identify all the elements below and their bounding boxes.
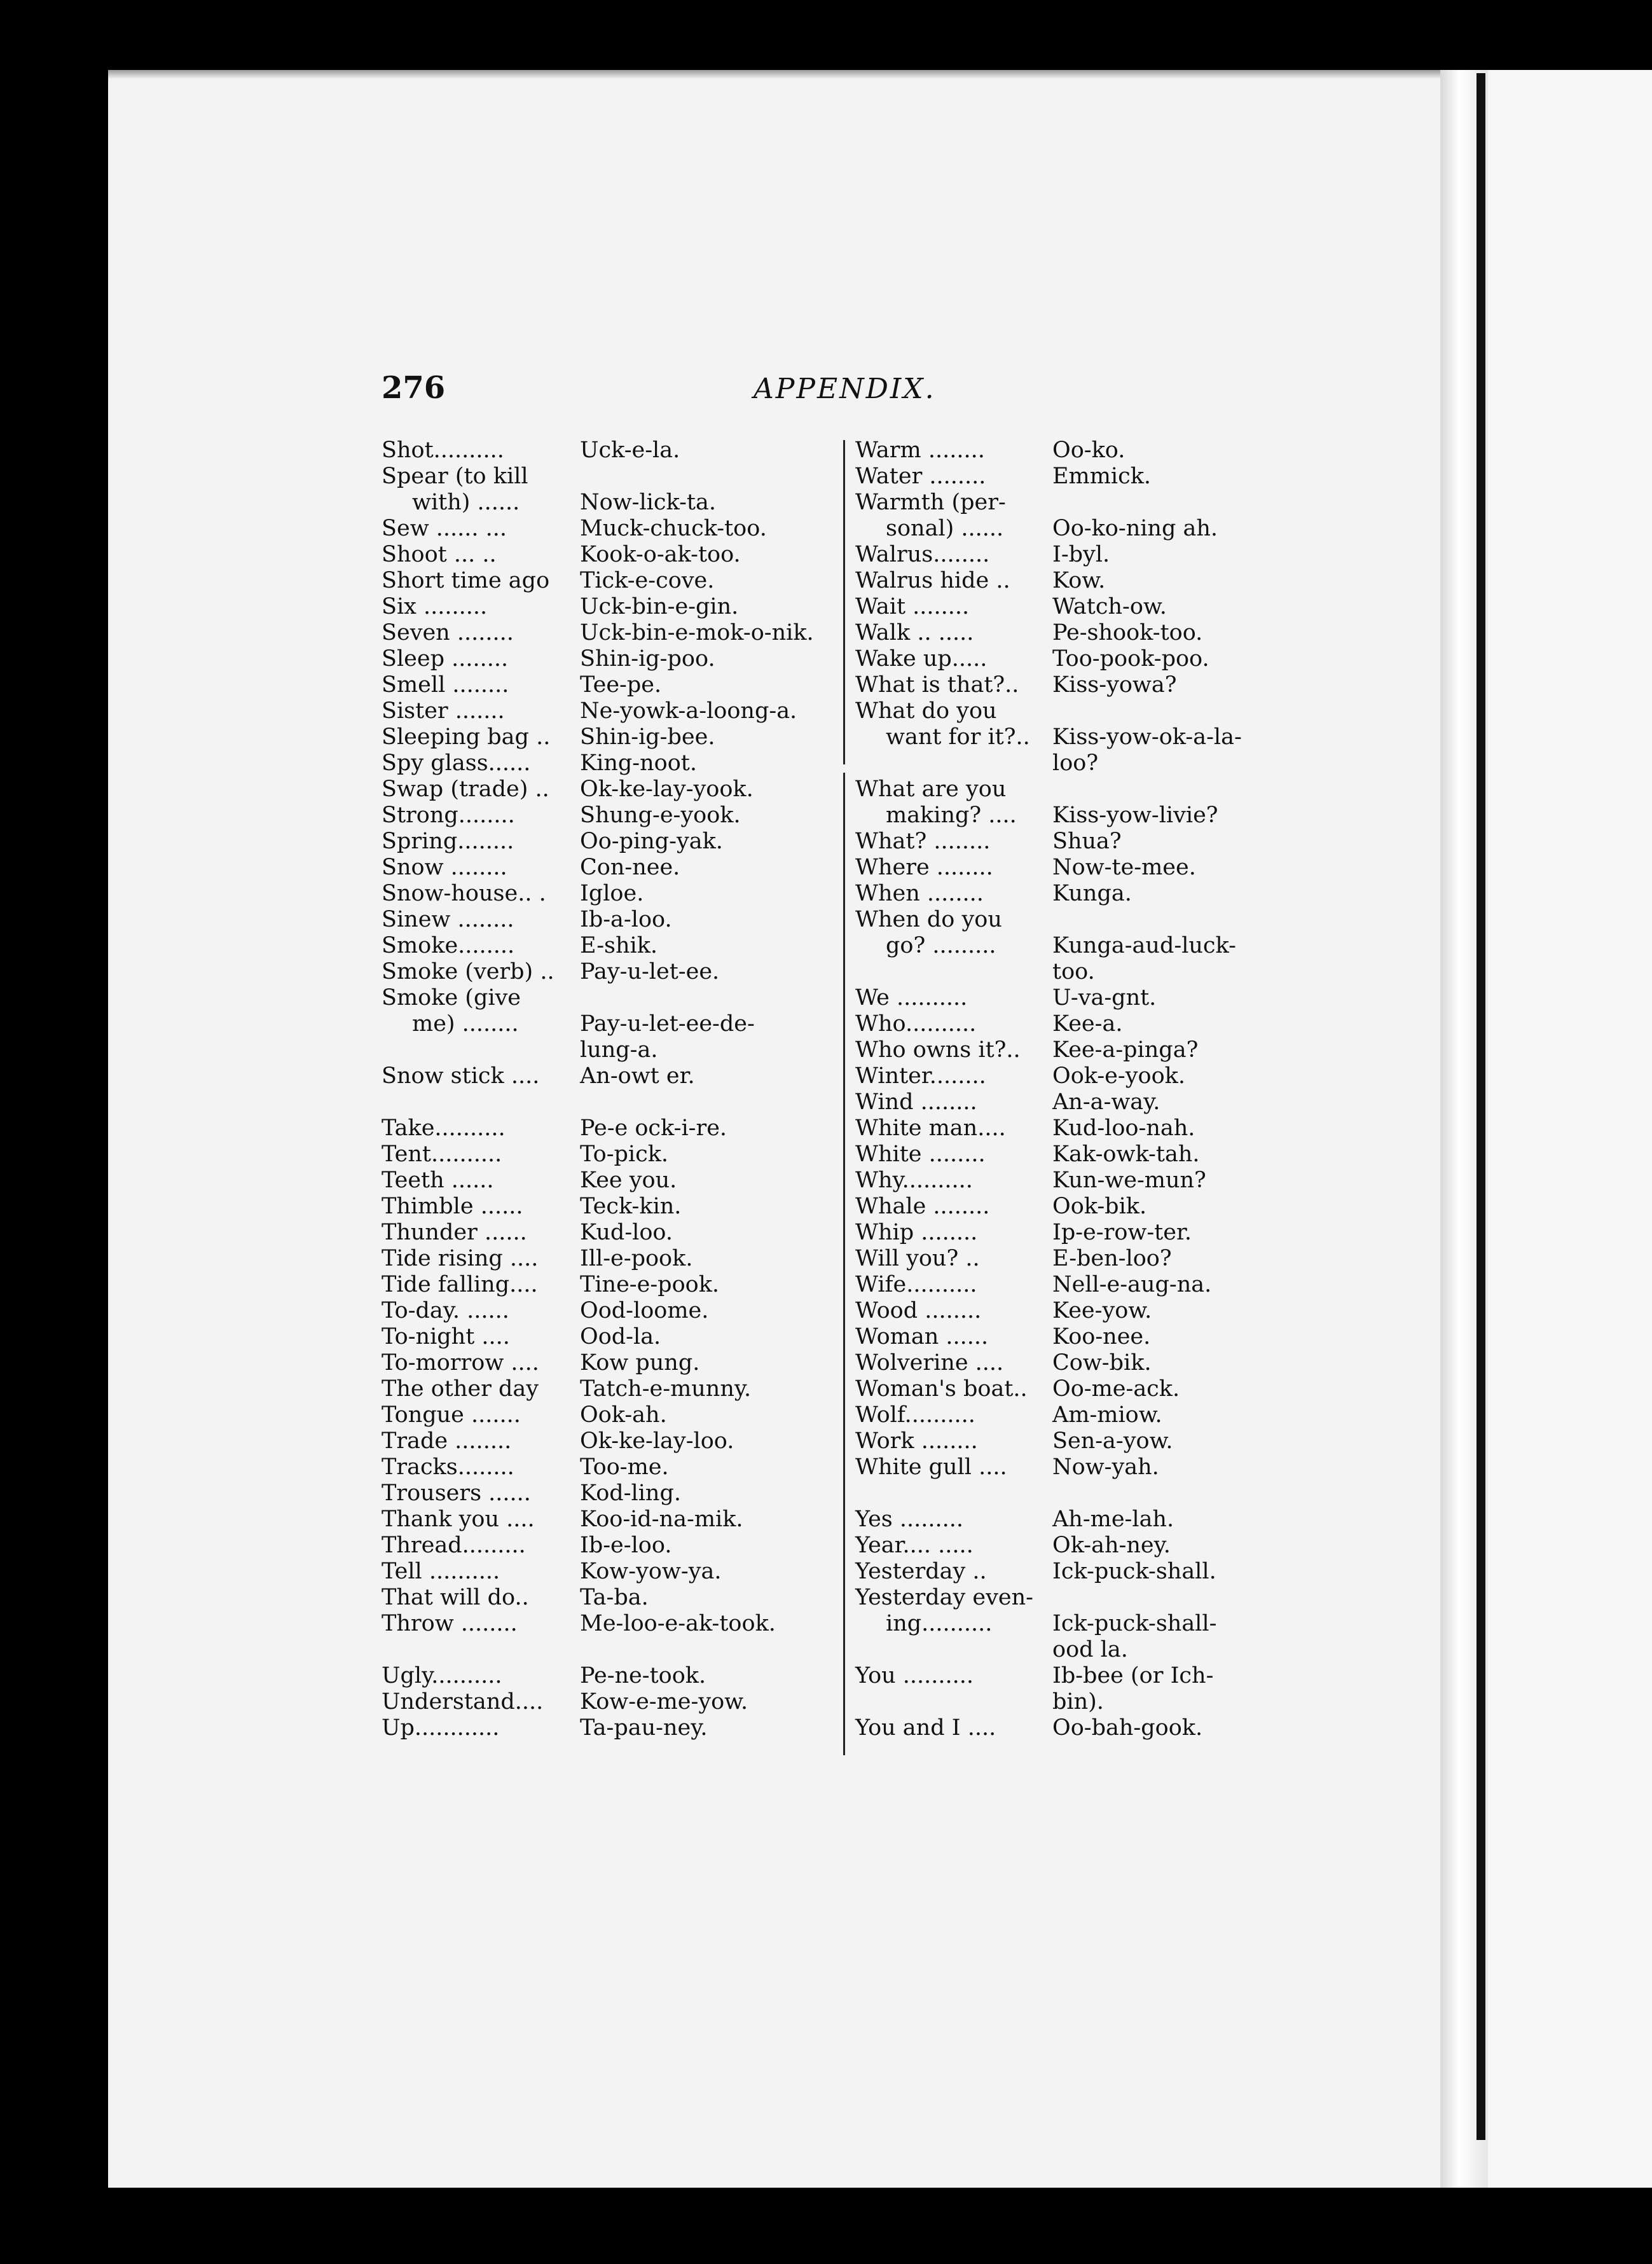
english-term: Shot..........	[382, 438, 504, 463]
eskimo-translation: Tine-e-pook.	[580, 1272, 720, 1297]
eskimo-translation: Teck-kin.	[580, 1194, 682, 1219]
english-term: Warmth (per-	[855, 490, 1006, 515]
english-term: Spring........	[382, 829, 514, 854]
eskimo-translation: To-pick.	[580, 1142, 669, 1167]
english-term: sonal) ......	[886, 516, 1004, 541]
english-term: Sleep ........	[382, 646, 509, 672]
english-term: making? ....	[886, 803, 1017, 828]
english-term: Throw ........	[382, 1611, 518, 1636]
eskimo-translation: Watch-ow.	[1052, 594, 1167, 619]
eskimo-translation: Now-te-mee.	[1052, 855, 1196, 880]
eskimo-translation: Con-nee.	[580, 855, 680, 880]
eskimo-translation: Kow-yow-ya.	[580, 1559, 722, 1584]
english-term: Tide rising ....	[382, 1246, 539, 1271]
english-term: Yesterday even-	[855, 1585, 1033, 1610]
english-term: Sinew ........	[382, 907, 514, 932]
english-term: Sleeping bag ..	[382, 724, 551, 750]
eskimo-translation: Ta-pau-ney.	[580, 1715, 708, 1741]
eskimo-translation: I-byl.	[1052, 542, 1110, 567]
eskimo-translation: Am-miow.	[1052, 1402, 1162, 1428]
eskimo-translation: Oo-bah-gook.	[1052, 1715, 1203, 1741]
eskimo-translation: Ip-e-row-ter.	[1052, 1220, 1192, 1245]
eskimo-translation: Kod-ling.	[580, 1481, 681, 1506]
eskimo-translation: Now-yah.	[1052, 1454, 1159, 1480]
english-term: Snow ........	[382, 855, 507, 880]
eskimo-translation: E-ben-loo?	[1052, 1246, 1172, 1271]
eskimo-translation: Koo-nee.	[1052, 1324, 1151, 1349]
english-term: Thank you ....	[382, 1507, 535, 1532]
eskimo-translation: Too-pook-poo.	[1052, 646, 1209, 672]
english-term: Yesterday ..	[855, 1559, 987, 1584]
english-term: Smoke........	[382, 933, 515, 958]
english-term: Short time ago	[382, 568, 550, 593]
page-top-edge	[108, 70, 1475, 79]
eskimo-translation: Uck-e-la.	[580, 438, 680, 463]
english-term: Wait ........	[855, 594, 970, 619]
english-term: Tent..........	[382, 1142, 502, 1167]
english-term: The other day	[382, 1376, 539, 1402]
page-number: 276	[382, 370, 446, 406]
eskimo-translation: Pe-shook-too.	[1052, 620, 1203, 645]
english-term: Spear (to kill	[382, 464, 528, 489]
english-term: Water ........	[855, 464, 986, 489]
running-head: APPENDIX.	[754, 373, 936, 405]
eskimo-translation: Kud-loo-nah.	[1052, 1115, 1195, 1141]
english-term: You ..........	[855, 1663, 974, 1688]
english-term: White ........	[855, 1142, 986, 1167]
english-term: Wolverine ....	[855, 1350, 1004, 1376]
eskimo-translation: too.	[1052, 959, 1095, 984]
eskimo-translation: Now-lick-ta.	[580, 490, 716, 515]
eskimo-translation: Kow pung.	[580, 1350, 700, 1376]
english-term: Wolf..........	[855, 1402, 975, 1428]
english-term: White gull ....	[855, 1454, 1007, 1480]
english-term: We ..........	[855, 985, 968, 1011]
eskimo-translation: Ok-ke-lay-yook.	[580, 777, 754, 802]
eskimo-translation: Kud-loo.	[580, 1220, 673, 1245]
eskimo-translation: U-va-gnt.	[1052, 985, 1157, 1011]
english-term: Whip ........	[855, 1220, 978, 1245]
spine-gutter-line	[1476, 73, 1485, 2140]
english-term: Year.... .....	[855, 1533, 974, 1558]
eskimo-translation: Emmick.	[1052, 464, 1152, 489]
english-term: Ugly..........	[382, 1663, 502, 1688]
eskimo-translation: Ook-bik.	[1052, 1194, 1147, 1219]
english-term: To-night ....	[382, 1324, 510, 1349]
eskimo-translation: Kak-owk-tah.	[1052, 1142, 1200, 1167]
eskimo-translation: Ok-ah-ney.	[1052, 1533, 1171, 1558]
english-term: Woman's boat..	[855, 1376, 1028, 1402]
english-term: Warm ........	[855, 438, 985, 463]
english-term: Thunder ......	[382, 1220, 527, 1245]
english-term: Snow stick ....	[382, 1063, 540, 1089]
english-term: with) ......	[412, 490, 520, 515]
eskimo-translation: Oo-ko-ning ah.	[1052, 516, 1218, 541]
eskimo-translation: Shua?	[1052, 829, 1122, 854]
english-term: Take..........	[382, 1115, 506, 1141]
english-term: Winter........	[855, 1063, 986, 1089]
eskimo-translation: Oo-me-ack.	[1052, 1376, 1180, 1402]
facing-page-edge	[1488, 70, 1652, 2188]
english-term: Tracks........	[382, 1454, 514, 1480]
english-term: What is that?..	[855, 672, 1019, 698]
english-term: Sew ...... ...	[382, 516, 507, 541]
eskimo-translation: Ah-me-lah.	[1052, 1507, 1174, 1532]
english-term: Sister .......	[382, 698, 505, 724]
eskimo-translation: Tatch-e-munny.	[580, 1376, 752, 1402]
english-term: Where ........	[855, 855, 993, 880]
eskimo-translation: Ook-ah.	[580, 1402, 667, 1428]
english-term: Tell ..........	[382, 1559, 500, 1584]
eskimo-translation: Uck-bin-e-mok-o-nik.	[580, 620, 814, 645]
eskimo-translation: Kiss-yow-livie?	[1052, 803, 1218, 828]
eskimo-translation: Pe-e ock-i-re.	[580, 1115, 727, 1141]
english-term: Six .........	[382, 594, 488, 619]
eskimo-translation: bin).	[1052, 1689, 1104, 1715]
english-term: What are you	[855, 777, 1007, 802]
eskimo-translation: Koo-id-na-mik.	[580, 1507, 743, 1532]
english-term: What? ........	[855, 829, 991, 854]
eskimo-translation: Ood-loome.	[580, 1298, 709, 1323]
eskimo-translation: Ood-la.	[580, 1324, 661, 1349]
eskimo-translation: Kee you.	[580, 1168, 677, 1193]
english-term: Walk .. .....	[855, 620, 974, 645]
eskimo-translation: Uck-bin-e-gin.	[580, 594, 739, 619]
eskimo-translation: Kow.	[1052, 568, 1106, 593]
english-term: When do you	[855, 907, 1002, 932]
eskimo-translation: Shin-ig-poo.	[580, 646, 715, 672]
english-term: Up............	[382, 1715, 500, 1741]
eskimo-translation: E-shik.	[580, 933, 658, 958]
eskimo-translation: Muck-chuck-too.	[580, 516, 767, 541]
eskimo-translation: Kun-we-mun?	[1052, 1168, 1206, 1193]
eskimo-translation: ood la.	[1052, 1637, 1128, 1662]
english-term: Teeth ......	[382, 1168, 494, 1193]
english-term: Whale ........	[855, 1194, 990, 1219]
english-term: Wood ........	[855, 1298, 982, 1323]
english-term: What do you	[855, 698, 997, 724]
eskimo-translation: Shung-e-yook.	[580, 803, 741, 828]
column-rule-lower	[843, 773, 845, 1755]
english-term: Snow-house.. .	[382, 881, 546, 906]
english-term: You and I ....	[855, 1715, 996, 1741]
english-term: Trade ........	[382, 1428, 512, 1454]
english-term: Wife..........	[855, 1272, 977, 1297]
english-term: Walrus........	[855, 542, 990, 567]
english-term: When ........	[855, 881, 984, 906]
english-term: Who owns it?..	[855, 1037, 1021, 1063]
eskimo-translation: Tick-e-cove.	[580, 568, 715, 593]
eskimo-translation: Cow-bik.	[1052, 1350, 1152, 1376]
eskimo-translation: Kee-a.	[1052, 1011, 1123, 1037]
eskimo-translation: Kiss-yowa?	[1052, 672, 1177, 698]
english-term: Yes .........	[855, 1507, 963, 1532]
eskimo-translation: Igloe.	[580, 881, 644, 906]
eskimo-translation: Pay-u-let-ee-de-	[580, 1011, 755, 1037]
eskimo-translation: Tee-pe.	[580, 672, 662, 698]
english-term: Swap (trade) ..	[382, 777, 549, 802]
english-term: Trousers ......	[382, 1481, 531, 1506]
english-term: Work ........	[855, 1428, 978, 1454]
english-term: Smoke (give	[382, 985, 521, 1011]
eskimo-translation: Kunga.	[1052, 881, 1132, 906]
eskimo-translation: Pay-u-let-ee.	[580, 959, 720, 984]
eskimo-translation: Ill-e-pook.	[580, 1246, 693, 1271]
english-term: Smell ........	[382, 672, 509, 698]
eskimo-translation: Kee-yow.	[1052, 1298, 1152, 1323]
eskimo-translation: Sen-a-yow.	[1052, 1428, 1173, 1454]
eskimo-translation: Me-loo-e-ak-took.	[580, 1611, 776, 1636]
english-term: Spy glass......	[382, 750, 531, 776]
english-term: Strong........	[382, 803, 515, 828]
eskimo-translation: Ick-puck-shall.	[1052, 1559, 1216, 1584]
english-term: me) ........	[412, 1011, 519, 1037]
eskimo-translation: Ook-e-yook.	[1052, 1063, 1185, 1089]
english-term: Wake up.....	[855, 646, 988, 672]
english-term: ing..........	[886, 1611, 993, 1636]
eskimo-translation: Ne-yowk-a-loong-a.	[580, 698, 797, 724]
eskimo-translation: Ick-puck-shall-	[1052, 1611, 1217, 1636]
eskimo-translation: Kow-e-me-yow.	[580, 1689, 748, 1715]
english-term: To-day. ......	[382, 1298, 509, 1323]
eskimo-translation: Oo-ko.	[1052, 438, 1125, 463]
english-term: want for it?..	[886, 724, 1030, 750]
english-term: Walrus hide ..	[855, 568, 1010, 593]
english-term: Who..........	[855, 1011, 977, 1037]
eskimo-translation: Shin-ig-bee.	[580, 724, 715, 750]
eskimo-translation: Pe-ne-took.	[580, 1663, 706, 1688]
english-term: Tongue .......	[382, 1402, 521, 1428]
eskimo-translation: lung-a.	[580, 1037, 658, 1063]
eskimo-translation: Ib-a-loo.	[580, 907, 672, 932]
english-term: That will do..	[382, 1585, 529, 1610]
english-term: Smoke (verb) ..	[382, 959, 554, 984]
english-term: Seven ........	[382, 620, 514, 645]
eskimo-translation: Ok-ke-lay-loo.	[580, 1428, 734, 1454]
eskimo-translation: loo?	[1052, 750, 1099, 776]
english-term: White man....	[855, 1115, 1006, 1141]
english-term: Woman ......	[855, 1324, 989, 1349]
english-term: Tide falling....	[382, 1272, 538, 1297]
english-term: Understand....	[382, 1689, 544, 1715]
english-term: Thread.........	[382, 1533, 526, 1558]
eskimo-translation: Too-me.	[580, 1454, 669, 1480]
eskimo-translation: An-owt er.	[580, 1063, 695, 1089]
eskimo-translation: Kiss-yow-ok-a-la-	[1052, 724, 1242, 750]
english-term: Shoot ... ..	[382, 542, 497, 567]
eskimo-translation: Ib-e-loo.	[580, 1533, 672, 1558]
english-term: Will you? ..	[855, 1246, 980, 1271]
eskimo-translation: Oo-ping-yak.	[580, 829, 723, 854]
english-term: Wind ........	[855, 1089, 977, 1115]
column-rule-upper	[843, 440, 845, 764]
eskimo-translation: Kunga-aud-luck-	[1052, 933, 1236, 958]
eskimo-translation: Nell-e-aug-na.	[1052, 1272, 1212, 1297]
eskimo-translation: An-a-way.	[1052, 1089, 1160, 1115]
english-term: Thimble ......	[382, 1194, 523, 1219]
english-term: Why..........	[855, 1168, 973, 1193]
eskimo-translation: King-noot.	[580, 750, 697, 776]
eskimo-translation: Kook-o-ak-too.	[580, 542, 741, 567]
eskimo-translation: Ib-bee (or Ich-	[1052, 1663, 1214, 1688]
page-header	[382, 370, 1017, 408]
eskimo-translation: Kee-a-pinga?	[1052, 1037, 1199, 1063]
eskimo-translation: Ta-ba.	[580, 1585, 649, 1610]
english-term: go? .........	[886, 933, 996, 958]
english-term: To-morrow ....	[382, 1350, 539, 1376]
